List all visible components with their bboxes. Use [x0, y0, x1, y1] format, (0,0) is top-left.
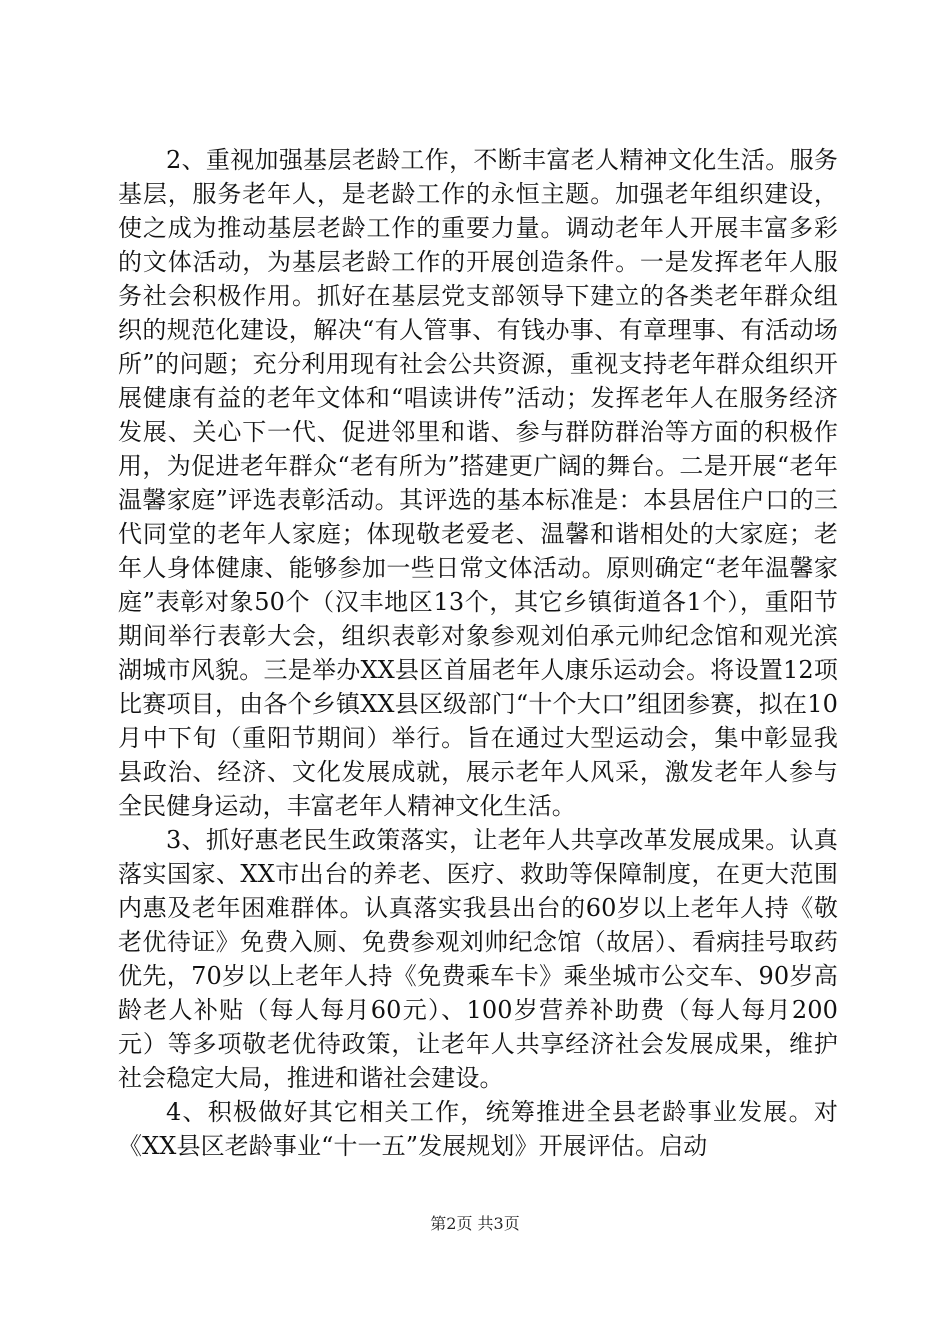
paragraph-section-4: 4、积极做好其它相关工作，统筹推进全县老龄事业发展。对《XX县区老龄事业“十一五”发展规划》开展评估。启动	[118, 1098, 838, 1160]
document-body	[118, 143, 838, 1163]
paragraph-section-2: 2、重视加强基层老龄工作，不断丰富老人精神文化生活。服务基层，服务老年人，是老龄工作的永恒主题。加强老年组织建设，使之成为推动基层老龄工作的重要力量。调动老年人开展丰富多彩的文体活动，为基层老龄工作的开展创造条件。一是发挥老年人服务社会积极作用。抓好在基层党支部领导下建立的各类老年群众组织的规范化建设，解决“有人管事、有钱办事、有章理事、有活动场所”的问题；充分利用现有社会公共资源，重视支持老年群众组织开展健康有益的老年文体和“唱读讲传”活动；发挥老年人在服务经济发展、关心下一代、促进邻里和谐、参与群防群治等方面的积极作用，为促进老年群众“老有所为”搭建更广阔的舞台。二是开展“老年温馨家庭”评选表彰活动。其评选的基本标准是：本县居住户口的三代同堂的老年人家庭；体现敬老爱老、温馨和谐相处的大家庭；老年人身体健康、能够参加一些日常文体活动。原则确定“老年温馨家庭”表彰对象50个（汉丰地区13个，其它乡镇街道各1个），重阳节期间举行表彰大会，组织表彰对象参观刘伯承元帅纪念馆和观光滨湖城市风貌。三是举办XX县区首届老年人康乐运动会。将设置12项比赛项目，由各个乡镇XX县区级部门“十个大口”组团参赛，拟在10月中下旬（重阳节期间）举行。旨在通过大型运动会，集中彰显我县政治、经济、文化发展成就，展示老年人风采，激发老年人参与全民健身运动，丰富老年人精神文化生活。	[118, 146, 838, 820]
page-number-footer: 第2页 共3页	[430, 1214, 520, 1233]
paragraph-section-3: 3、抓好惠老民生政策落实，让老年人共享改革发展成果。认真落实国家、XX市出台的养老、医疗、救助等保障制度，在更大范围内惠及老年困难群体。认真落实我县出台的60岁以上老年人持《敬老优待证》免费入厕、免费参观刘帅纪念馆（故居）、看病挂号取药优先，70岁以上老年人持《免费乘车卡》乘坐城市公交车、90岁高龄老人补贴（每人每月60元）、100岁营养补助费（每人每月200元）等多项敬老优待政策，让老年人共享经济社会发展成果，维护社会稳定大局，推进和谐社会建设。	[118, 826, 838, 1092]
